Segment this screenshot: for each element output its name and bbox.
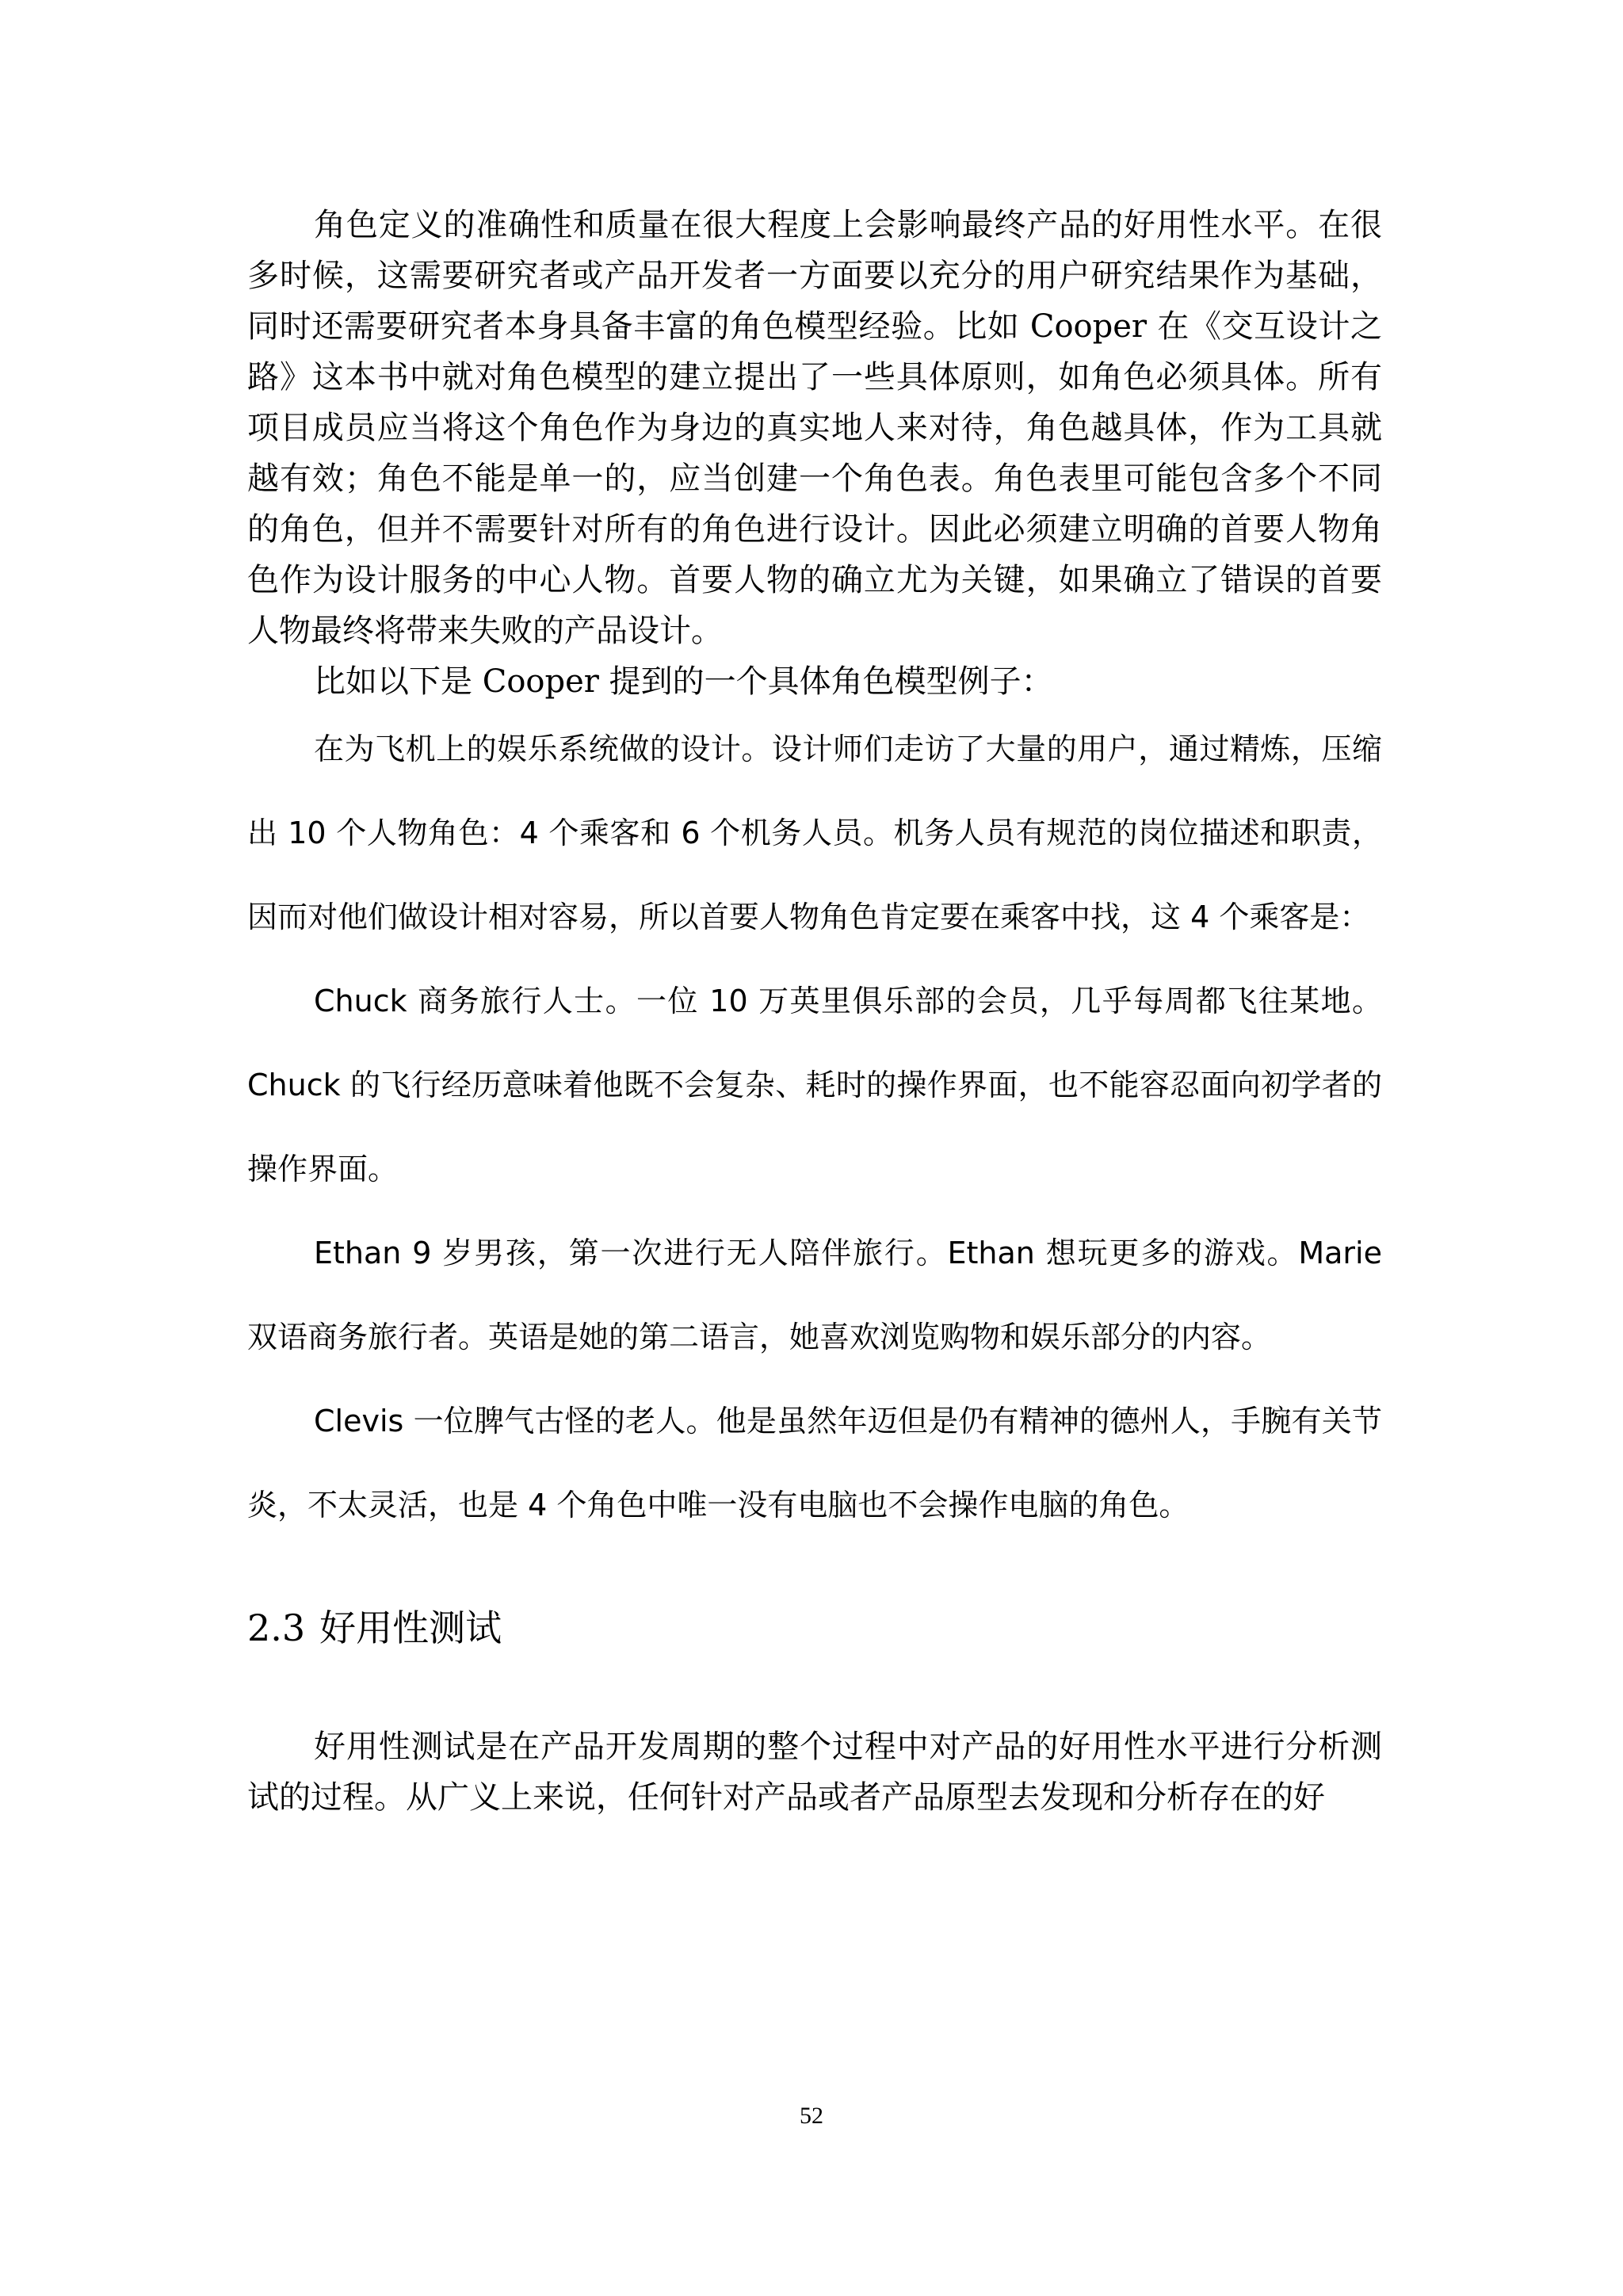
section-heading bbox=[247, 1604, 1382, 1652]
page-number: 52 bbox=[800, 2103, 823, 2129]
section-number: 2.3 bbox=[247, 1606, 306, 1649]
body-paragraph: 好用性测试是在产品开发周期的整个过程中对产品的好用性水平进行分析测试的过程。从广义上来说，任何针对产品或者产品原型去发现和分析存在的好 bbox=[247, 1729, 1382, 1816]
example-paragraph: Chuck 商务旅行人士。一位 10 万英里俱乐部的会员，几乎每周都飞往某地。Chuck 的飞行经历意味着他既不会复杂、耗时的操作界面，也不能容忍面向初学者的操作界面。 bbox=[247, 984, 1382, 1186]
section-title: 好用性测试 bbox=[319, 1606, 502, 1649]
page-body bbox=[247, 200, 1382, 1823]
body-paragraph: 比如以下是 Cooper 提到的一个具体角色模型例子： bbox=[314, 663, 1053, 700]
example-paragraph: Clevis 一位脾气古怪的老人。他是虽然年迈但是仍有精神的德州人，手腕有关节炎，不太灵活，也是 4 个角色中唯一没有电脑也不会操作电脑的角色。 bbox=[247, 1404, 1382, 1522]
body-paragraph: 角色定义的准确性和质量在很大程度上会影响最终产品的好用性水平。在很多时候，这需要研究者或产品开发者一方面要以充分的用户研究结果作为基础，同时还需要研究者本身具备丰富的角色模型经验。比如 Cooper 在《交互设计之路》这本书中就对角色模型的建立提出了一些具体原则，如角色必须具体。所有项目成员应当将这个角色作为身边的真实地人来对待，角色越具体，作为工具就越有效；角色不能是单一的，应当创建一个角色表。角色表里可能包含多个不同的角色，但并不需要针对所有的角色进行设计。因此必须建立明确的首要人物角色作为设计服务的中心人物。首要人物的确立尤为关键，如果确立了错误的首要人物最终将带来失败的产品设计。 bbox=[247, 207, 1382, 649]
example-paragraph: Ethan 9 岁男孩，第一次进行无人陪伴旅行。Ethan 想玩更多的游戏。Marie 双语商务旅行者。英语是她的第二语言，她喜欢浏览购物和娱乐部分的内容。 bbox=[247, 1236, 1382, 1354]
persona-example-block bbox=[247, 707, 1382, 1547]
example-paragraph: 在为飞机上的娱乐系统做的设计。设计师们走访了大量的用户，通过精炼，压缩出 10 个人物角色：4 个乘客和 6 个机务人员。机务人员有规范的岗位描述和职责，因而对他们做设计相对容易，所以首要人物角色肯定要在乘客中找，这 4 个乘客是： bbox=[247, 732, 1382, 934]
